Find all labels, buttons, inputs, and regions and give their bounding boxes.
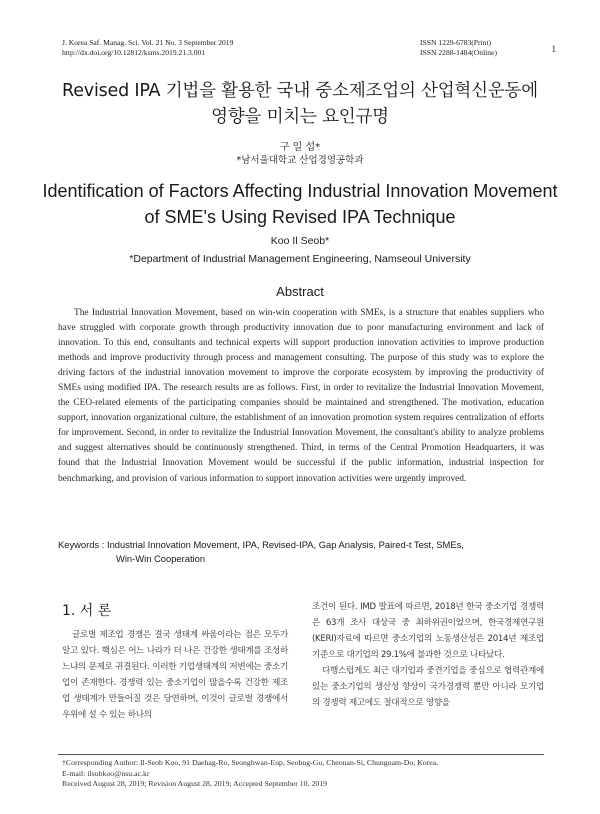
- page-number: 1: [551, 44, 556, 54]
- received-dates: Received August 28, 2019; Revision August 28, 2019; Accepted September 10, 2019: [62, 779, 328, 788]
- english-title: [30, 178, 570, 230]
- english-affiliation: *Department of Industrial Management Engineering, Namseoul University: [129, 253, 471, 265]
- abstract-text: The Industrial Innovation Movement, based on win-win cooperation with SMEs, is a structure that enables suppliers who have struggled with corporate growth through productivity innovation due to poor manufacturing environment and lack of innovation. To this end, consultants and technical experts will support production innovation activities to improve production methods and improve productivity through process and management consulting. The purpose of this study was to explore the driving factors of the industrial innovation movement to improve the corporate ecosystem by improving the productivity of SMEs using modified IPA. The research results are as follows. First, in order to revitalize the Industrial Innovation Movement, the CEO-related elements of the participating companies should be maintained and strengthened. The motivation, education support, innovation organizational culture, the establishment of an innovation promotion system requires centralization of efforts for improvement. Second, in order to revitalize the Industrial Innovation Movement, the consultant's ability to analyze problems and suggest alternatives should be continuously strengthened. Third, in terms of the Central Promotion Headquarters, it was found that the Industrial Innovation Movement would be successful if the public information, industrial inspection for benchmarking, and provision of various information to support innovation activities were urgently improved.: [58, 308, 544, 484]
- korean-title-line1: Revised IPA 기법을 활용한 국내 중소제조업의 산업혁신운동에: [62, 81, 538, 101]
- korean-affiliation: *남서울대학교 산업경영공학과: [236, 155, 364, 166]
- intro-paragraph-1: 글로벌 제조업 경쟁은 결국 생태계 싸움이라는 점은 모두가 알고 있다. 핵심은 어느 나라가 더 나은 건강한 생태계를 조성하느냐의 문제로 귀결된다. 이러한 기업생태계의 저변에는 중소기업이 존재한다. 경쟁력 있는 중소기업이 많을수록 건강한 제조업 생태계가 만들어질 것은 당연하며, 이것이 글로벌 경쟁에서 우위에 설 수 있는 하나의: [62, 630, 288, 720]
- journal-line: J. Korea Saf. Manag. Sci. Vol. 21 No. 3 September 2019: [62, 38, 234, 47]
- keywords-label: Keywords :: [58, 539, 107, 550]
- korean-title-line2: 영향을 미치는 요인규명: [211, 107, 389, 127]
- body-column-right: [312, 599, 544, 711]
- author-email[interactable]: E-mail: ilsubkoo@nsu.ac.kr: [62, 768, 150, 778]
- doi-link[interactable]: http://dx.doi.org/10.12812/ksms.2019.21.3.001: [62, 48, 206, 57]
- body-column-left: [62, 627, 288, 723]
- issn-info: [420, 38, 497, 58]
- keywords: [58, 538, 544, 566]
- english-title-line2: of SME's Using Revised IPA Technique: [144, 207, 456, 227]
- issn-online: ISSN 2288-1484(Online): [420, 48, 497, 57]
- abstract-heading: Abstract: [276, 284, 324, 299]
- intro-paragraph-3: 다행스럽게도 최근 대기업과 중견기업을 중심으로 협력관계에 있는 중소기업의 생산성 향상이 국가경쟁력 뿐만 아니라 모기업의 경쟁력 제고에도 절대적으로 영향을: [312, 666, 544, 708]
- corresponding-author: †Corresponding Author: Il-Seob Koo, 91 Daehag-Ro, Seonghwan-Eup, Seobug-Gu, Cheonan-Si, Chungnam-Do, Korea.: [62, 758, 439, 767]
- english-author: Koo Il Seob*: [270, 235, 330, 247]
- keywords-line2: Win-Win Cooperation: [116, 553, 206, 564]
- keywords-line1: Industrial Innovation Movement, IPA, Revised-IPA, Gap Analysis, Paired-t Test, SMEs,: [106, 539, 464, 550]
- issn-print: ISSN 1229-6783(Print): [420, 38, 492, 47]
- intro-paragraph-2: 조건이 된다. IMD 발표에 따르면, 2018년 한국 중소기업 경쟁력은 63개 조사 대상국 중 최하위권이었으며, 한국경제연구원(KERI)자료에 따르면 중소기업의 노동생산성은 2014년 제조업 기준으로 대기업의 29.1%에 불과한 것으로 나타났다.: [312, 602, 544, 660]
- korean-author: 구 일 섭*: [279, 142, 321, 153]
- abstract-body: [58, 306, 544, 487]
- section-title: 1. 서 론: [62, 603, 112, 619]
- english-title-line1: Identification of Factors Affecting Industrial Innovation Movement: [42, 181, 558, 201]
- journal-info: [62, 38, 233, 58]
- korean-title: [40, 78, 560, 130]
- footnote-divider: [58, 754, 544, 755]
- footnote: [62, 758, 544, 790]
